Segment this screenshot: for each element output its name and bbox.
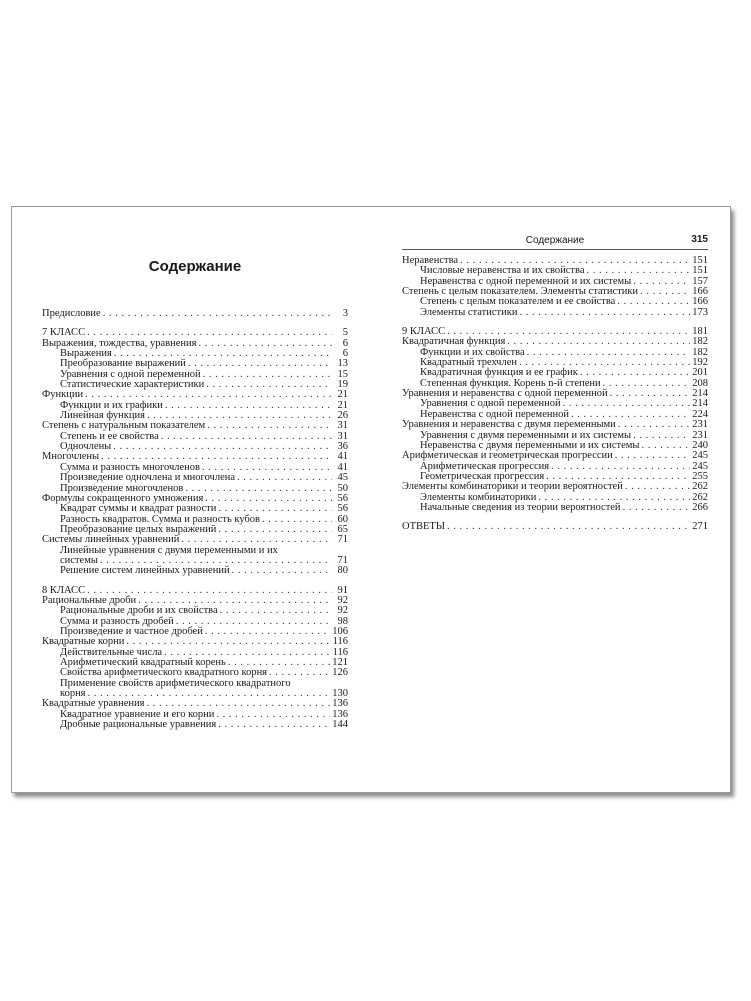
running-head-title: Содержание [525,235,585,246]
toc-entry[interactable]: Сумма и разность многочленов . . . 41 [42,463,348,473]
toc-entry[interactable]: ОТВЕТЫ . . . 271 [402,522,708,532]
toc-entry[interactable]: Функции . . . 21 [42,390,348,400]
toc-entry[interactable]: 9 КЛАСС . . . 181 [402,327,708,337]
toc-entry[interactable]: Квадратное уравнение и его корни . . . 136 [42,710,348,720]
toc-entry[interactable]: Геометрическая прогрессия . . . 255 [402,472,708,482]
toc-entry[interactable]: 7 КЛАСС . . . 5 [42,328,348,338]
toc-entry-wrap-line: Линейные уравнения с двумя переменными и их [60,544,278,556]
toc-entry[interactable]: Одночлены . . . 36 [42,442,348,452]
toc-entry[interactable]: Неравенства . . . 151 [402,256,708,266]
toc-entry[interactable]: Уравнения и неравенства с одной переменной . . . 214 [402,389,708,399]
toc-entry[interactable]: Разность квадратов. Сумма и разность кубов . . . 60 [42,515,348,525]
toc-entry[interactable]: 8 КЛАСС . . . 91 [42,586,348,596]
toc-entry[interactable]: Выражения . . . 6 [42,349,348,359]
left-page [42,207,348,792]
toc-entry[interactable]: Многочлены . . . 41 [42,452,348,462]
running-head [402,233,708,250]
toc-entry[interactable]: Системы линейных уравнений . . . 71 [42,535,348,545]
toc-entry[interactable]: системы . . . 71 [42,556,348,566]
toc-entry[interactable]: Функции и их графики . . . 21 [42,401,348,411]
toc-title: Содержание [148,258,242,275]
toc-entry[interactable]: Начальные сведения из теории вероятностей . . . 266 [402,503,708,513]
book-spread [11,206,731,793]
toc-entry[interactable]: Арифметический квадратный корень . . . 121 [42,658,348,668]
toc-entry[interactable]: Степень с целым показателем и ее свойства . . . 166 [402,297,708,307]
toc-entry[interactable]: Произведение многочленов . . . 50 [42,484,348,494]
toc-entry[interactable]: Арифметическая прогрессия . . . 245 [402,462,708,472]
toc-entry[interactable]: Свойства арифметического квадратного корня . . . 126 [42,668,348,678]
toc-entry[interactable]: Элементы статистики . . . 173 [402,308,708,318]
toc-entry[interactable]: Элементы комбинаторики . . . 262 [402,493,708,503]
toc-entry[interactable]: Арифметическая и геометрическая прогрессии . . . 245 [402,451,708,461]
toc-entry[interactable]: Степень и ее свойства . . . 31 [42,432,348,442]
toc-entry[interactable]: Преобразование целых выражений . . . 65 [42,525,348,535]
toc-entry[interactable]: Числовые неравенства и их свойства . . . 151 [402,266,708,276]
toc-entry[interactable]: Степень с натуральным показателем . . . 31 [42,421,348,431]
toc-entry[interactable]: Неравенства с одной переменной и их системы . . . 157 [402,277,708,287]
toc-entry[interactable]: Квадратные корни . . . 116 [42,637,348,647]
toc-entry[interactable]: Квадратный трехчлен . . . 192 [402,358,708,368]
page-number: 315 [691,234,708,245]
toc-entry[interactable]: Дробные рациональные уравнения . . . 144 [42,720,348,730]
toc-entry[interactable]: Формулы сокращенного умножения . . . 56 [42,494,348,504]
toc-entry[interactable]: Преобразование выражений . . . 13 [42,359,348,369]
toc-entry[interactable]: Уравнения с одной переменной . . . 214 [402,399,708,409]
toc-entry[interactable]: Рациональные дроби . . . 92 [42,596,348,606]
toc-entry[interactable]: Сумма и разность дробей . . . 98 [42,617,348,627]
left-toc [42,309,348,730]
toc-entry[interactable]: Уравнения с двумя переменными и их системы . . . 231 [402,431,708,441]
toc-entry[interactable]: Функции и их свойства . . . 182 [402,348,708,358]
toc-entry[interactable]: Решение систем линейных уравнений . . . 80 [42,566,348,576]
toc-entry[interactable]: Неравенства с двумя переменными и их системы . . . 240 [402,441,708,451]
toc-entry[interactable]: Предисловие . . . 3 [42,309,348,319]
toc-entry[interactable]: корня . . . 130 [42,689,348,699]
toc-entry[interactable]: Квадрат суммы и квадрат разности . . . 56 [42,504,348,514]
toc-entry[interactable]: Квадратичная функция и ее график . . . 201 [402,368,708,378]
toc-entry[interactable]: Произведение одночлена и многочлена . . . 45 [42,473,348,483]
toc-entry[interactable]: Неравенства с одной переменной . . . 224 [402,410,708,420]
right-toc [402,256,708,533]
toc-entry[interactable]: Статистические характеристики . . . 19 [42,380,348,390]
toc-entry[interactable]: Рациональные дроби и их свойства . . . 92 [42,606,348,616]
toc-entry[interactable]: Действительные числа . . . 116 [42,648,348,658]
toc-entry[interactable]: Линейная функция . . . 26 [42,411,348,421]
toc-entry[interactable]: Произведение и частное дробей . . . 106 [42,627,348,637]
toc-entry[interactable]: Степень с целым показателем. Элементы статистики . . . 166 [402,287,708,297]
toc-entry[interactable]: Элементы комбинаторики и теории вероятностей . . . 262 [402,482,708,492]
toc-entry-wrap-line: Применение свойств арифметического квадратного [60,677,291,689]
toc-entry[interactable]: Выражения, тождества, уравнения . . . 6 [42,339,348,349]
right-page [402,207,708,792]
toc-entry[interactable]: Квадратные уравнения . . . 136 [42,699,348,709]
toc-entry[interactable]: Уравнения с одной переменной . . . 15 [42,370,348,380]
toc-entry[interactable]: Уравнения и неравенства с двумя переменными . . . 231 [402,420,708,430]
toc-entry[interactable]: Квадратичная функция . . . 182 [402,337,708,347]
toc-entry[interactable]: Степенная функция. Корень n-й степени . . . 208 [402,379,708,389]
